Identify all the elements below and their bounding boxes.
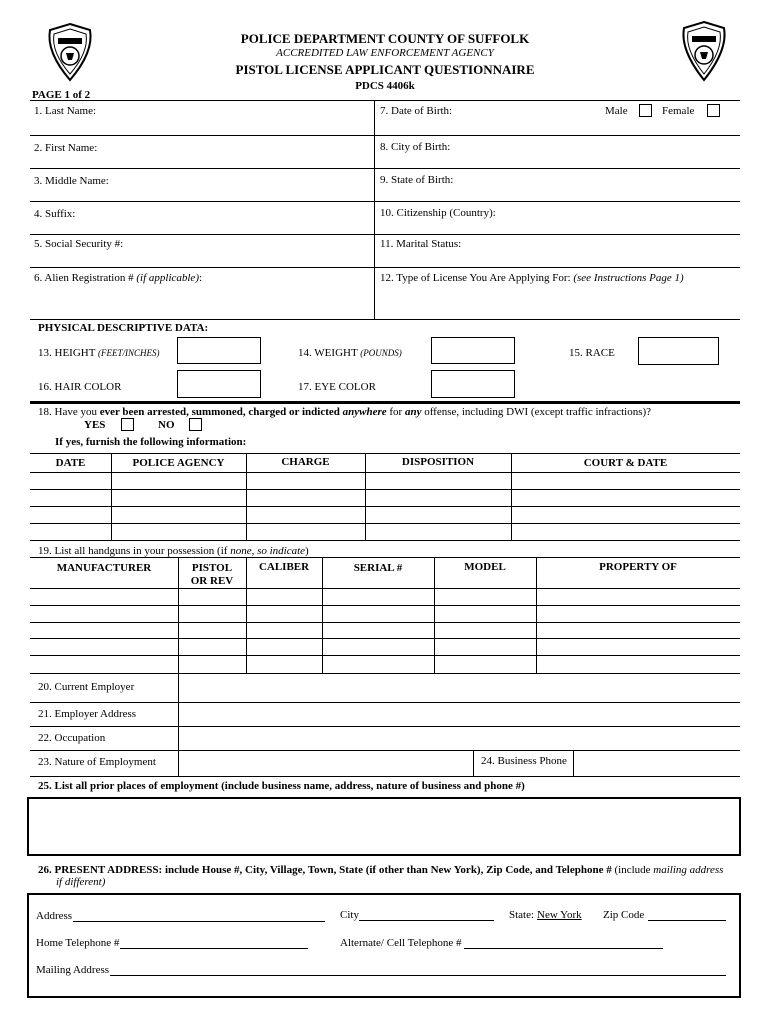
address-heading <box>38 864 723 876</box>
q19-col-caliber: CALIBER <box>258 561 310 573</box>
dob-field[interactable]: 7. Date of Birth: <box>380 105 453 117</box>
alt-phone-input[interactable] <box>464 948 663 949</box>
home-phone-input[interactable] <box>120 948 308 949</box>
q18-yes-checkbox[interactable] <box>121 418 134 431</box>
form-title: PISTOL LICENSE APPLICANT QUESTIONNAIRE <box>235 62 535 77</box>
ssn-field[interactable]: 5. Social Security #: <box>34 238 124 250</box>
q19-col-manufacturer: MANUFACTURER <box>56 562 152 574</box>
license-type-field[interactable] <box>380 272 684 284</box>
eye-color-label: 17. EYE COLOR <box>298 381 376 393</box>
address-label: Address <box>36 910 73 922</box>
current-employer-field[interactable]: 20. Current Employer <box>38 681 135 693</box>
business-phone-field[interactable]: 24. Business Phone <box>481 755 567 767</box>
q18-furnish: If yes, furnish the following information: <box>55 436 247 448</box>
q18-no-checkbox[interactable] <box>189 418 202 431</box>
city-label: City <box>340 909 359 921</box>
q18-col-agency: POLICE AGENCY <box>132 457 225 469</box>
weight-text: 14. WEIGHT <box>298 347 358 359</box>
race-label: 15. RACE <box>569 347 615 359</box>
last-name-field[interactable]: 1. Last Name: <box>34 105 97 117</box>
q18-question <box>38 406 651 418</box>
zip-label: Zip Code <box>603 909 645 921</box>
height-label <box>38 347 159 359</box>
q18-col-disposition: DISPOSITION <box>401 456 475 468</box>
nature-of-employment-field[interactable]: 23. Nature of Employment <box>38 756 156 768</box>
suffix-field[interactable]: 4. Suffix: <box>34 208 76 220</box>
hair-color-input[interactable] <box>177 370 261 398</box>
address-heading-cont: if different) <box>56 876 106 888</box>
weight-input[interactable] <box>431 337 515 364</box>
q19-part: none, so indicate <box>230 545 306 557</box>
prior-employment-heading: 25. List all prior places of employment (include business name, address, nature of business and phone #) <box>38 780 525 792</box>
q19-part: ) <box>305 545 309 557</box>
q19-col-model: MODEL <box>464 561 506 573</box>
department-title: POLICE DEPARTMENT COUNTY OF SUFFOLK <box>240 31 530 46</box>
race-input[interactable] <box>638 337 719 365</box>
state-value[interactable]: New York <box>537 909 582 921</box>
q19-col-pistol: PISTOL <box>191 562 233 574</box>
address-heading-part: (include <box>614 864 651 876</box>
q18-part: any <box>404 406 422 418</box>
male-label: Male <box>605 105 628 117</box>
eye-color-input[interactable] <box>431 370 515 398</box>
q19-col-property-of: PROPERTY OF <box>599 561 677 573</box>
female-label: Female <box>662 105 695 117</box>
alien-label-colon: : <box>198 272 203 284</box>
height-unit: (FEET/INCHES) <box>97 348 160 358</box>
weight-unit: (POUNDS) <box>360 348 402 358</box>
mailing-address-label: Mailing Address <box>36 964 110 976</box>
license-type-note: (see Instructions Page 1) <box>573 272 684 284</box>
form-code: PDCS 4406k <box>355 80 415 92</box>
q18-part: arrested, summoned, charged or indicted <box>147 406 340 418</box>
alt-phone-label: Alternate/ Cell Telephone # <box>340 937 462 949</box>
accreditation-text: ACCREDITED LAW ENFORCEMENT AGENCY <box>276 47 494 59</box>
license-type-label: 12. Type of License You Are Applying For: <box>380 272 571 284</box>
height-text: 13. HEIGHT <box>38 347 96 359</box>
page-number: PAGE 1 of 2 <box>32 89 91 101</box>
q18-yes-label: YES <box>84 419 106 431</box>
q19-part: 19. List all handguns in your possession (if <box>38 545 228 557</box>
q18-part: anywhere <box>342 406 387 418</box>
middle-name-field[interactable]: 3. Middle Name: <box>34 175 109 187</box>
physical-heading: PHYSICAL DESCRIPTIVE DATA: <box>38 322 209 334</box>
alien-label: 6. Alien Registration # <box>34 272 134 284</box>
city-input[interactable] <box>359 920 494 921</box>
address-input[interactable] <box>73 921 325 922</box>
q18-col-date: DATE <box>55 457 86 469</box>
employer-address-field[interactable]: 21. Employer Address <box>38 708 137 720</box>
q18-part: ever been <box>99 406 145 418</box>
occupation-field[interactable]: 22. Occupation <box>38 732 106 744</box>
alien-registration-field[interactable] <box>34 272 202 284</box>
alien-label-note: (if applicable) <box>136 272 199 284</box>
female-checkbox[interactable] <box>707 104 720 117</box>
q19-question <box>38 545 309 557</box>
q19-col-serial: SERIAL # <box>353 562 403 574</box>
address-heading-part: mailing address <box>653 864 724 876</box>
q19-col-or-rev: OR REV <box>190 575 234 587</box>
weight-label <box>298 347 402 359</box>
height-input[interactable] <box>177 337 261 364</box>
address-heading-main: 26. PRESENT ADDRESS: include House #, City, Village, Town, State (if other than New York), Zip Code, and Telephone # <box>38 864 612 876</box>
q18-col-court-date: COURT & DATE <box>583 457 668 469</box>
citizenship-field[interactable]: 10. Citizenship (Country): <box>380 207 496 219</box>
first-name-field[interactable]: 2. First Name: <box>34 142 98 154</box>
q18-part: for <box>389 406 403 418</box>
marital-status-field[interactable]: 11. Marital Status: <box>380 238 462 250</box>
state-of-birth-field[interactable]: 9. State of Birth: <box>380 174 454 186</box>
mailing-address-input[interactable] <box>110 975 726 976</box>
q18-part: offense, including DWI (except traffic infractions)? <box>424 406 652 418</box>
prior-employment-input[interactable] <box>27 797 741 856</box>
q18-part: 18. Have you <box>38 406 97 418</box>
q18-col-charge: CHARGE <box>281 456 330 468</box>
hair-color-label: 16. HAIR COLOR <box>38 381 122 393</box>
zip-input[interactable] <box>648 920 726 921</box>
q18-no-label: NO <box>158 419 175 431</box>
state-label: State: <box>509 909 535 921</box>
city-of-birth-field[interactable]: 8. City of Birth: <box>380 141 451 153</box>
male-checkbox[interactable] <box>639 104 652 117</box>
home-phone-label: Home Telephone # <box>36 937 120 949</box>
